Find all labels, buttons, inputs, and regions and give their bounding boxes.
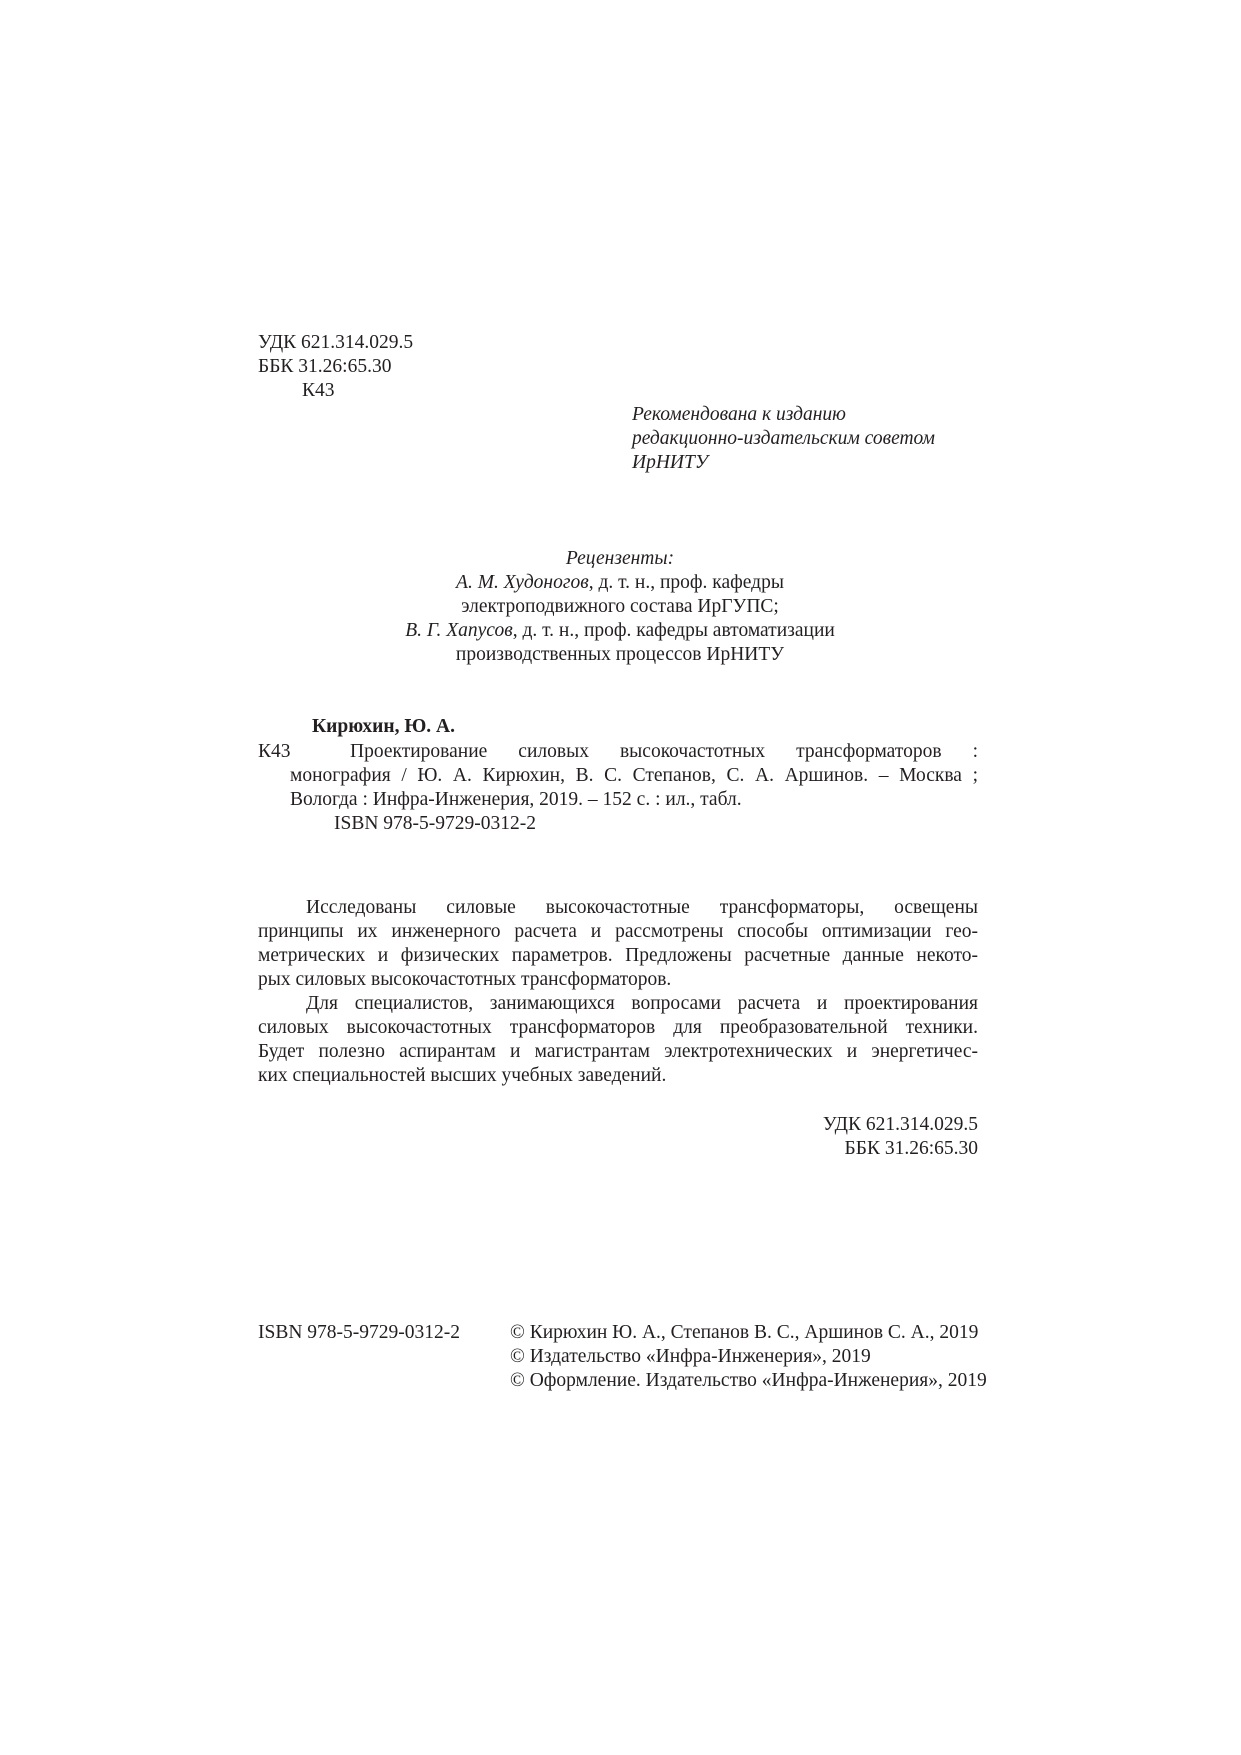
annotation-line: Будет полезно аспирантам и магистрантам электротехнических и энергетичес- bbox=[258, 1041, 978, 1062]
annotation-line: силовых высокочастотных трансформаторов для преобразовательной техники. bbox=[258, 1017, 978, 1038]
reviewer-1-title: , д. т. н., проф. кафедры bbox=[588, 572, 784, 593]
author-mark: К43 bbox=[302, 380, 335, 401]
reviewer-2-name: В. Г. Хапусов bbox=[405, 620, 513, 641]
recommendation-note bbox=[632, 403, 935, 475]
udk-code: УДК 621.314.029.5 bbox=[258, 332, 414, 353]
reviewers-block bbox=[300, 547, 940, 667]
reviewer-2 bbox=[300, 619, 940, 643]
isbn: ISBN 978-5-9729-0312-2 bbox=[258, 1322, 461, 1343]
reviewer-1-affiliation: электроподвижного состава ИрГУПС; bbox=[461, 596, 779, 617]
bbk-code-bottom: ББК 31.26:65.30 bbox=[844, 1138, 978, 1159]
biblio-code: К43 bbox=[258, 741, 291, 762]
biblio-author-heading: Кирюхин, Ю. А. bbox=[312, 716, 455, 737]
reviewer-1-name: А. М. Худоногов bbox=[456, 572, 589, 593]
annotation-line: Для специалистов, занимающихся вопросами расчета и проектирования bbox=[306, 993, 978, 1014]
recommendation-line: редакционно-издательским советом bbox=[632, 428, 936, 449]
annotation-line: Исследованы силовые высокочастотные трансформаторы, освещены bbox=[306, 897, 978, 918]
reviewer-1 bbox=[300, 571, 940, 595]
reviewers-heading: Рецензенты: bbox=[565, 548, 675, 569]
reviewer-2-title: , д. т. н., проф. кафедры автоматизации bbox=[512, 620, 835, 641]
biblio-line: Проектирование силовых высокочастотных трансформаторов : bbox=[350, 741, 978, 762]
annotation bbox=[258, 896, 978, 1088]
recommendation-line: ИрНИТУ bbox=[632, 452, 708, 473]
udk-code-bottom: УДК 621.314.029.5 bbox=[822, 1114, 978, 1135]
classification-block bbox=[258, 331, 413, 403]
copyright-line: © Кирюхин Ю. А., Степанов В. С., Аршинов С. А., 2019 bbox=[510, 1322, 979, 1343]
copyright-line: © Издательство «Инфра-Инженерия», 2019 bbox=[510, 1346, 871, 1367]
bbk-code: ББК 31.26:65.30 bbox=[258, 356, 392, 377]
classification-bottom bbox=[700, 1113, 978, 1161]
copyright-line: © Оформление. Издательство «Инфра-Инженерия», 2019 bbox=[510, 1370, 987, 1391]
biblio-line: Вологда : Инфра-Инженерия, 2019. – 152 с. : ил., табл. bbox=[290, 789, 742, 810]
biblio-description bbox=[290, 740, 978, 836]
reviewer-2-affiliation: производственных процессов ИрНИТУ bbox=[455, 644, 785, 665]
annotation-line: метрических и физических параметров. Предложены расчетные данные некото- bbox=[258, 945, 978, 966]
recommendation-line: Рекомендована к изданию bbox=[632, 404, 846, 425]
annotation-line: ких специальностей высших учебных заведений. bbox=[258, 1065, 667, 1086]
annotation-line: принципы их инженерного расчета и рассмотрены способы оптимизации гео- bbox=[258, 921, 978, 942]
biblio-line: монография / Ю. А. Кирюхин, В. С. Степанов, С. А. Аршинов. – Москва ; bbox=[290, 765, 978, 786]
annotation-line: рых силовых высокочастотных трансформаторов. bbox=[258, 969, 672, 990]
biblio-isbn: ISBN 978-5-9729-0312-2 bbox=[334, 813, 537, 834]
copyright-block bbox=[510, 1321, 987, 1393]
